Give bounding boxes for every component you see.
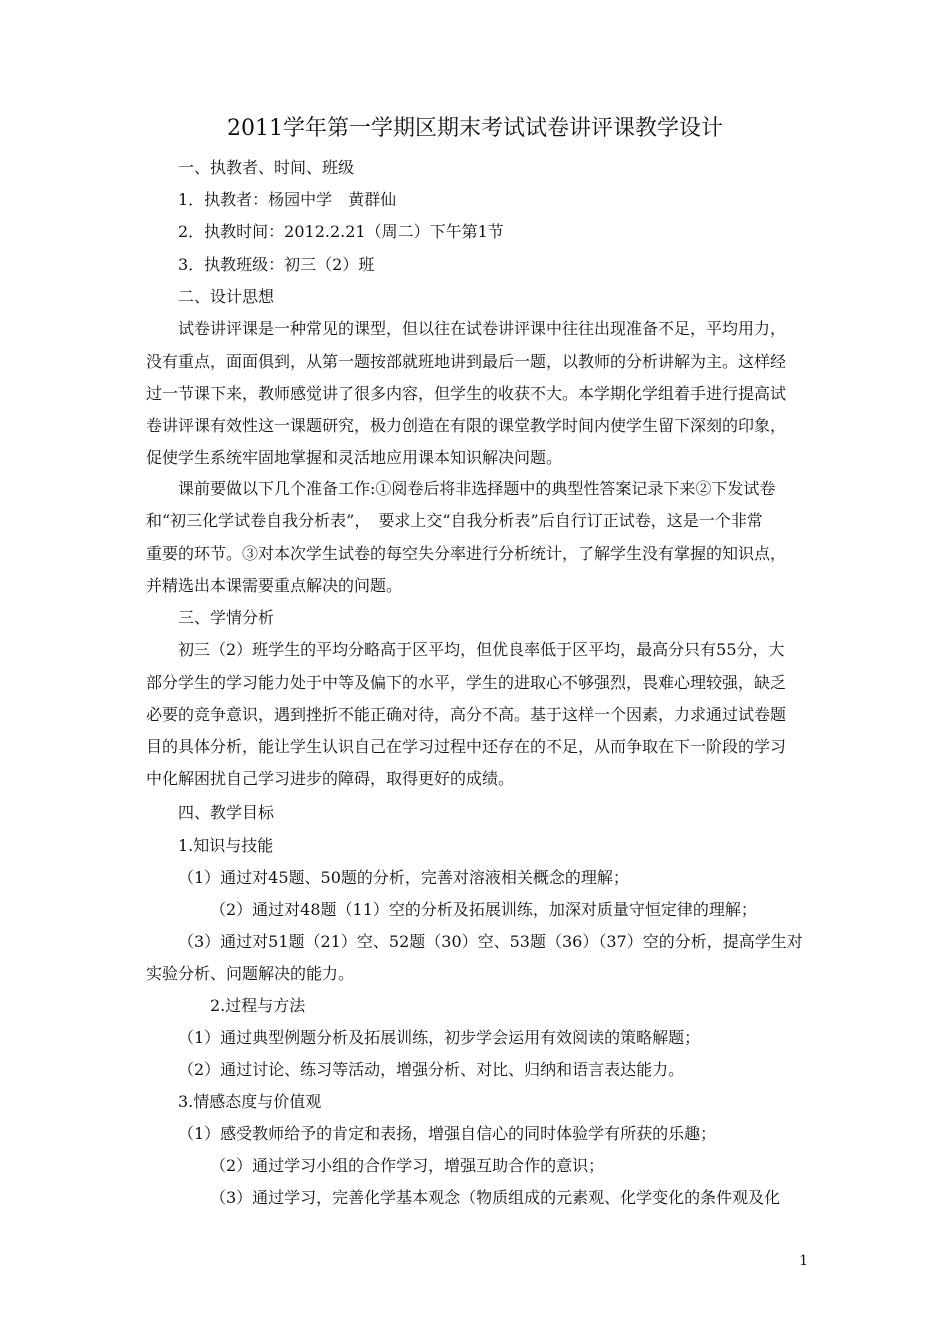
paragraph-line: 卷讲评课有效性这一课题研究，极力创造在有限的课堂教学时间内使学生留下深刻的印象， — [146, 416, 787, 435]
paragraph-line: 中化解困扰自己学习进步的障碍，取得更好的成绩。 — [146, 769, 515, 788]
section-heading-1: 一、执教者、时间、班级 — [178, 158, 355, 177]
paragraph-line: 没有重点，面面俱到，从第一题按部就班地讲到最后一题，以教师的分析讲解为主。这样经 — [146, 352, 787, 371]
paragraph-line: 重要的环节。③对本次学生试卷的每空失分率进行分析统计，了解学生没有掌握的知识点， — [146, 544, 787, 563]
paragraph-line: 促使学生系统牢固地掌握和灵活地应用课本知识解决问题。 — [146, 448, 563, 467]
section-heading-2: 二、设计思想 — [178, 287, 275, 306]
paragraph-line: 目的具体分析，能让学生认识自己在学习过程中还存在的不足，从而争取在下一阶段的学习 — [146, 737, 787, 756]
paragraph-line: 试卷讲评课是一种常见的课型，但以往在试卷讲评课中往往出现准备不足，平均用力， — [178, 319, 787, 338]
subsection-heading: 2.过程与方法 — [210, 996, 306, 1015]
text-line: 2．执教时间：2012.2.21（周二）下午第1节 — [178, 222, 504, 241]
paragraph-line: 和“初三化学试卷自我分析表”， 要求上交“自我分析表”后自行订正试卷，这是一个非常 — [146, 511, 763, 530]
paragraph-line: 过一节课下来，教师感觉讲了很多内容，但学生的收获不大。本学期化学组着手进行提高试 — [146, 384, 787, 403]
list-item-continuation: 实验分析、问题解决的能力。 — [146, 964, 355, 983]
section-heading-4: 四、教学目标 — [178, 803, 275, 822]
paragraph-line: 初三（2）班学生的平均分略高于区平均，但优良率低于区平均，最高分只有55分，大 — [178, 640, 785, 659]
list-item: （1）通过典型例题分析及拓展训练，初步学会运用有效阅读的策略解题； — [178, 1028, 701, 1047]
subsection-heading: 3.情感态度与价值观 — [178, 1092, 322, 1111]
list-item: （2）通过对48题（11）空的分析及拓展训练，加深对质量守恒定律的理解； — [210, 900, 757, 919]
paragraph-line: 必要的竞争意识，遇到挫折不能正确对待，高分不高。基于这样一个因素，力求通过试卷题 — [146, 705, 787, 724]
section-heading-3: 三、学情分析 — [178, 608, 275, 627]
subsection-heading: 1.知识与技能 — [178, 836, 274, 855]
page-number: 1 — [799, 1253, 808, 1269]
paragraph-line: 并精选出本课需要重点解决的问题。 — [146, 576, 403, 595]
list-item: （3）通过对51题（21）空、52题（30）空、53题（36）（37）空的分析，提高学生对 — [178, 932, 803, 951]
list-item: （2）通过学习小组的合作学习，增强互助合作的意识； — [210, 1156, 605, 1175]
text-line: 3．执教班级：初三（2）班 — [178, 255, 375, 274]
list-item: （1）感受教师给予的肯定和表扬，增强自信心的同时体验学有所获的乐趣； — [178, 1124, 717, 1143]
list-item: （3）通过学习，完善化学基本观念（物质组成的元素观、化学变化的条件观及化 — [210, 1188, 781, 1207]
paragraph-line: 课前要做以下几个准备工作:①阅卷后将非选择题中的典型性答案记录下来②下发试卷 — [178, 479, 776, 498]
paragraph-line: 部分学生的学习能力处于中等及偏下的水平，学生的进取心不够强烈，畏难心理较强，缺乏 — [146, 673, 787, 692]
document-title: 2011学年第一学期区期末考试试卷讲评课教学设计 — [227, 116, 723, 141]
list-item: （1）通过对45题、50题的分析，完善对溶液相关概念的理解； — [178, 868, 629, 887]
text-line: 1．执教者：杨园中学 黄群仙 — [178, 190, 397, 209]
list-item: （2）通过讨论、练习等活动，增强分析、对比、归纳和语言表达能力。 — [178, 1060, 685, 1079]
